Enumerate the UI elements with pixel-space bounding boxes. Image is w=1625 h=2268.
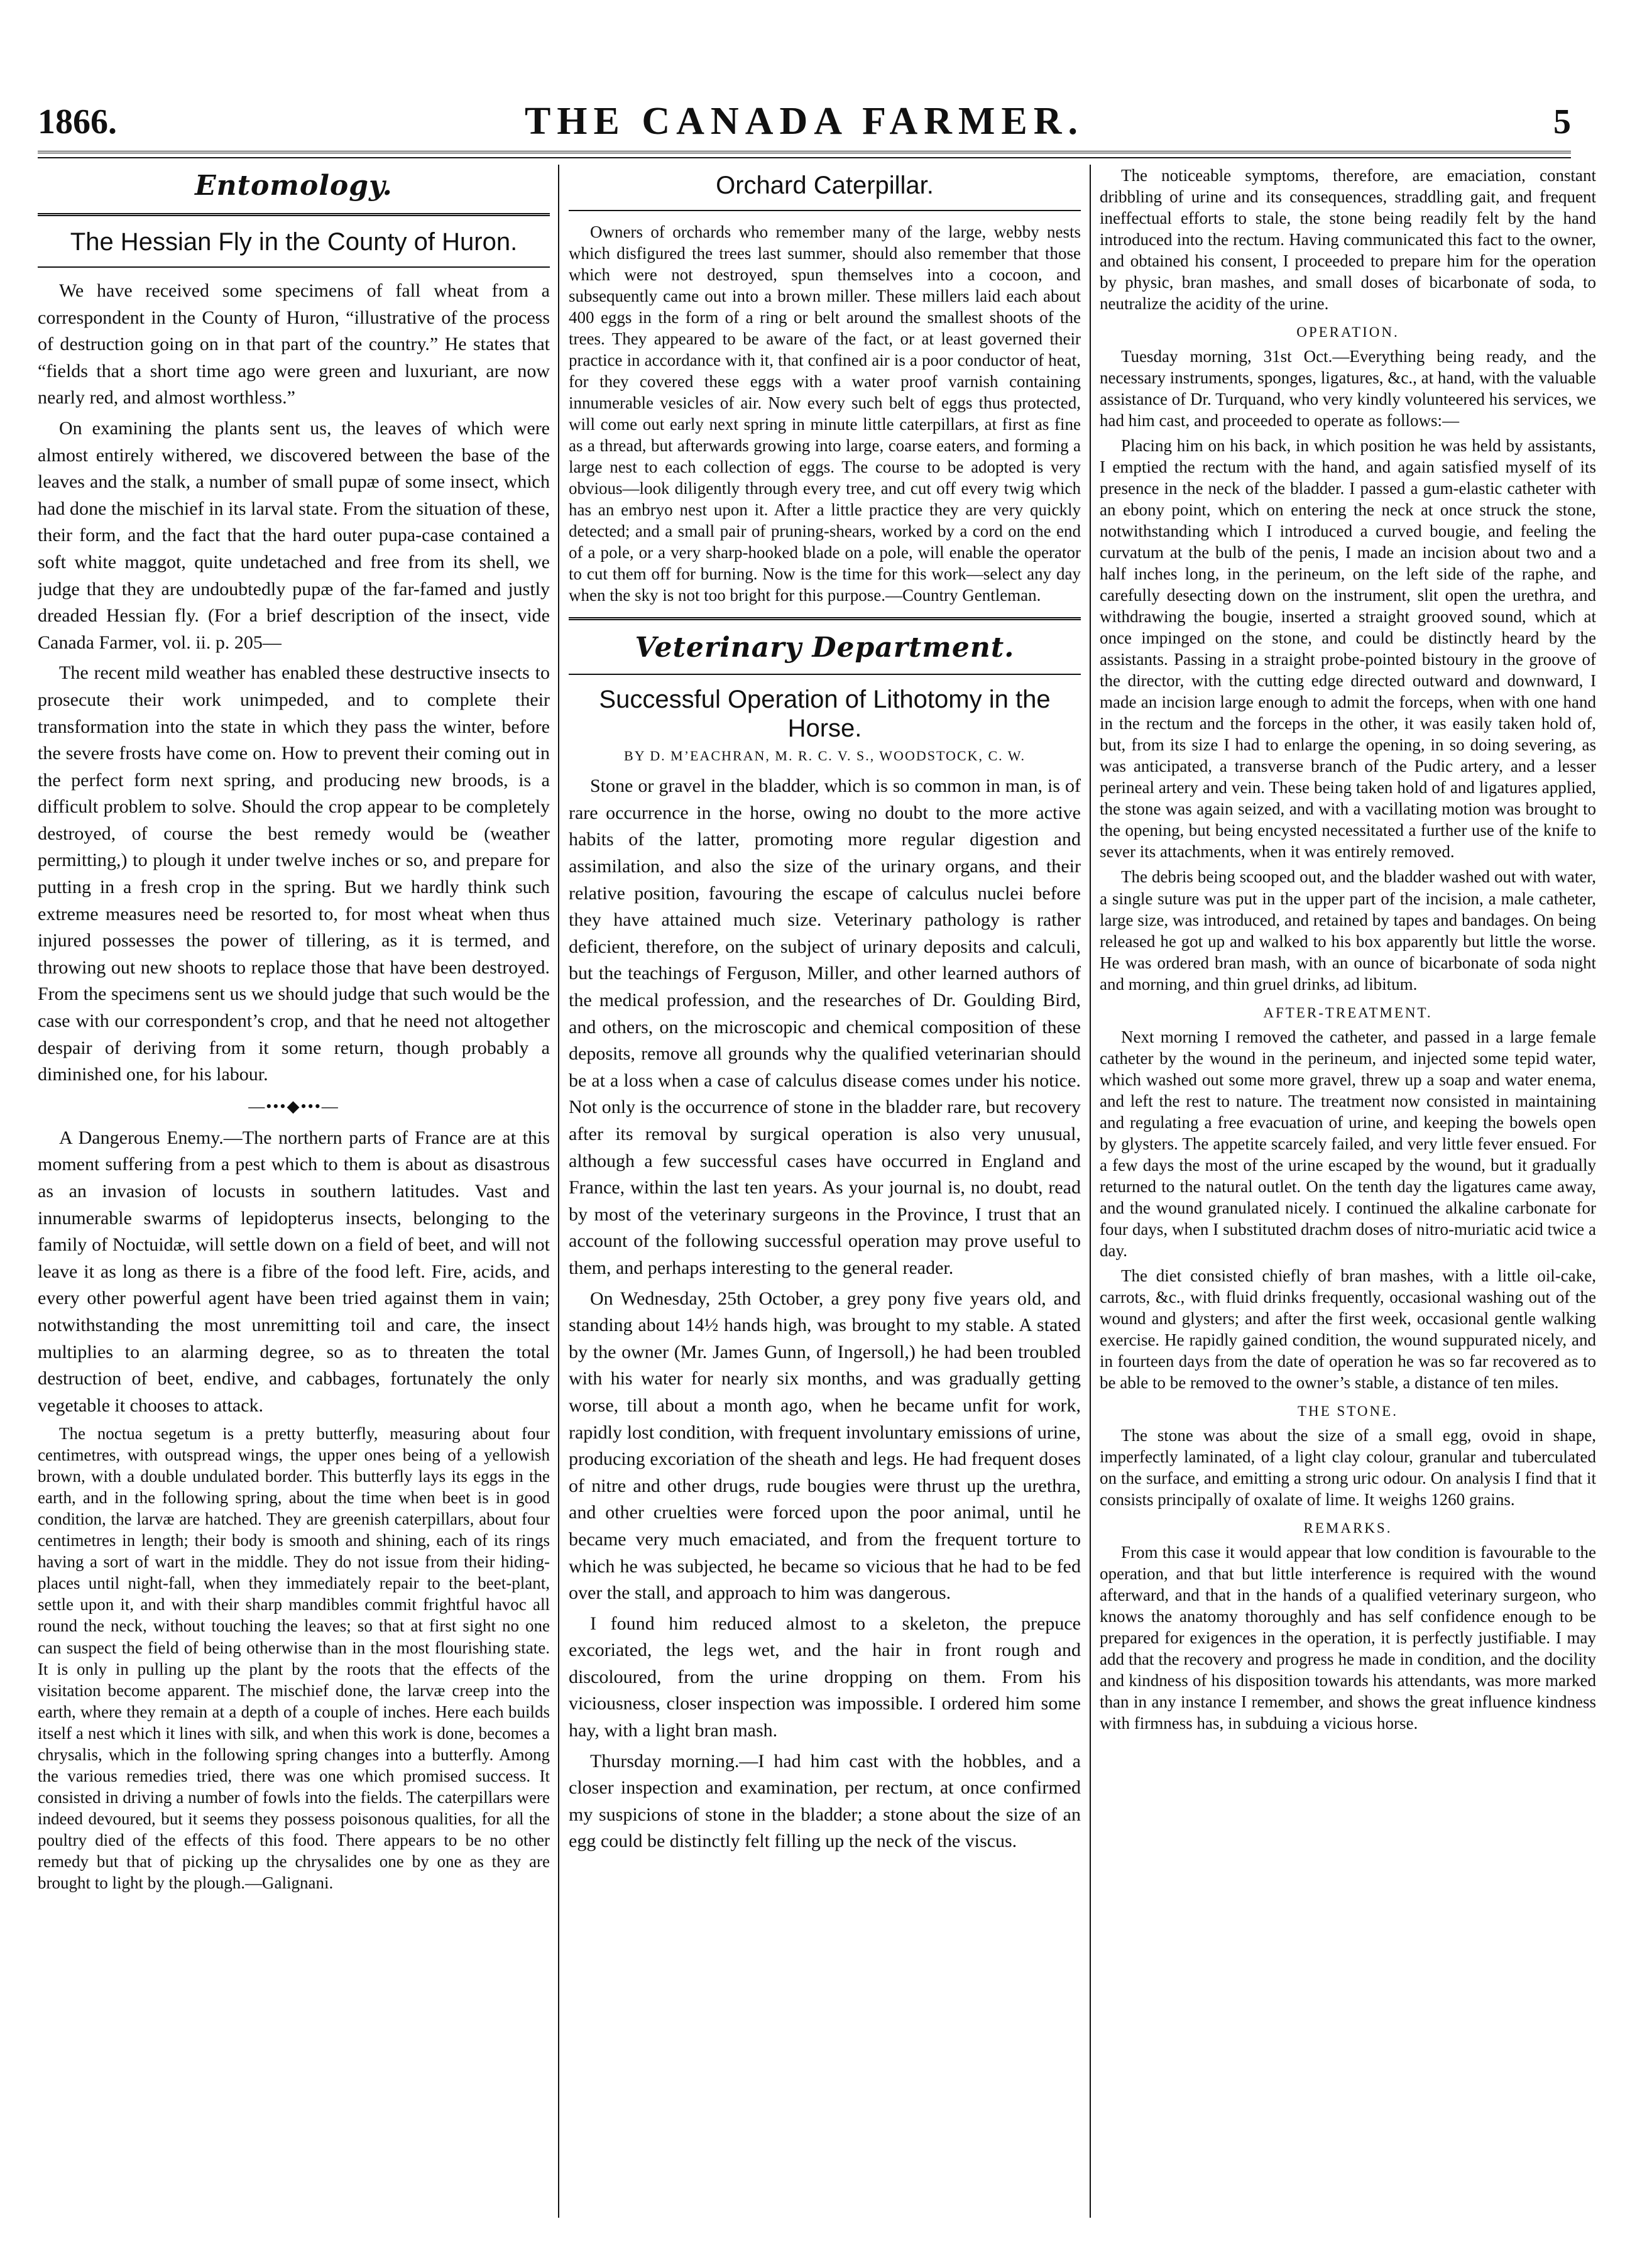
department-heading: Veterinary Department. — [635, 632, 1015, 664]
paragraph: Stone or gravel in the bladder, which is so common in man, is of rare occurrence in the horse, owing no doubt to the more active habits of the latter, promoting more regular digestion and assimilation, and also the size of the urinary organs, and their relative position, favouring the escape of calculus nuclei before they have attained much size. Veterinary pathology is rather deficient, therefore, on the subject of urinary deposits and calculi, but the teachings of Ferguson, Miller, and other learned authors of the medical profession, and the researches of Dr. Goulding Bird, and others, on the microscopic and chemical composition of these deposits, remove all grounds why the qualified veterinarian should be at a loss when a case of calculus disease comes under his notice. Not only is the occurrence of stone in the bladder rare, but recovery after its removal by surgical operation is also very unusual, although a few successful cases have occurred in England and France, within the last ten years. As your journal is, no doubt, read by most of the veterinary surgeons in the Province, I trust that an account of the following successful operation may prove useful to them, and perhaps interesting to the general reader. — [569, 775, 1081, 1278]
department-heading: Entomology. — [195, 170, 393, 202]
byline: BY D. M’EACHRAN, M. R. C. V. S., WOODSTOCK, C. W. — [624, 748, 1026, 764]
paragraph: Owners of orchards who remember many of the large, webby nests which disfigured the trees last summer, should also remember that those which were not destroyed, spun themselves into a cocoon, and subsequently came out into a brown miller. These millers laid each about 400 eggs in the form of a ring or belt around the smallest shoots of the trees. They appeared to be aware of the fact, or at least governed their practice in accordance with it, that confined air is a poor conductor of heat, for they covered these eggs with a water proof varnish containing innumerable vesicles of air. Now every such belt of eggs thus protected, will come out early next spring in minute little caterpillars, at first as fine as a thread, but afterwards growing into large, coarse eaters, and forming a large nest to each collection of eggs. The course to be adopted is very obvious—look diligently through every tree, and cut off every twig which has an embryo nest upon it. After a little practice they are very quickly detected; and a small pair of pruning-shears, worked by a cord on the end of a pole, or a very sharp-hooked blade on a pole, will enable the operator to cut them off for burning. Now is the time for this work—select any day when the sky is not too bright for this purpose.—Country Gentleman. — [569, 222, 1081, 605]
section-subheading: OPERATION. — [1296, 324, 1399, 341]
paragraph: On examining the plants sent us, the leaves of which were almost entirely withered, we discovered between the base of the leaves and the stalk, a number of small pupæ of some insect, which had done the mischief in its larval state. From the situation of these, their form, and the fact that the hard outer pupa-case contained a soft white maggot, quite undetached and free from its shell, we judge that they are undoubtedly pupæ of the far-famed and justly dreaded Hessian fly. (For a brief description of the insect, vide Canada Farmer, vol. ii. p. 205— — [38, 417, 550, 653]
paragraph: The recent mild weather has enabled these destructive insects to prosecute their work unimpeded, and to complete their transformation into the state in which they pass the winter, before the severe frosts have come on. How to prevent their coming out in the perfect form next spring, and producing new broods, is a difficult problem to solve. Should the crop appear to be completely destroyed, of course the best remedy would be (weather permitting,) to plough it under twelve inches or so, and prepare for putting in a fresh crop in the spring. But we hardly think such extreme measures need be resorted to, for most wheat when thus injured possesses the power of tillering, as it is termed, and throwing out new shoots to replace those that have been destroyed. From the specimens sent us we should judge that such would be the case with our correspondent’s crop, and that he need not altogether despair of deriving from it some return, though probably a diminished one, for his labour. — [38, 662, 550, 1085]
paragraph: Tuesday morning, 31st Oct.—Everything being ready, and the necessary instruments, sponges, ligatures, &c., at hand, with the valuable assistance of Dr. Turquand, who very kindly volunteered his services, we had him cast, and proceeded to operate as follows:— — [1100, 347, 1596, 430]
divider — [569, 210, 1081, 211]
masthead — [38, 94, 1571, 151]
column-divider — [558, 165, 559, 2218]
paragraph: I found him reduced almost to a skeleton, the prepuce excoriated, the legs wet, and the hair in front rough and discoloured, from the urine dropping on them. From his viciousness, closer inspection was impossible. I ordered him some hay, with a light bran mash. — [569, 1613, 1081, 1741]
paragraph: The noctua segetum is a pretty butterfly, measuring about four centimetres, with outspread wings, the upper ones being of a yellowish brown, with a double undulated border. This butterfly lays its eggs in the earth, and in the following spring, about the time when beet is in good condition, the larvæ are hatched. They are greenish caterpillars, about four centimetres in length; their body is smooth and shining, each of its rings having a sort of wart in the middle. They do not issue from their hiding-places until night-fall, when they immediately repair to the beet-plant, settle upon it, and with their sharp mandibles commit frightful havoc all round the neck, without touching the leaves; so that at first sight no one can suspect the field of being otherwise than in the most flourishing state. It is only in pulling up the plant by the roots that the effects of the visitation become apparent. The mischief done, the larvæ creep into the earth, where they remain at a depth of a couple of inches. Here each builds itself a nest which it lines with silk, and when this work is done, becomes a chrysalis, which in the following spring changes into a butterfly. Among the various remedies tried, there was one which promised success. It consisted in driving a number of fowls into the fields. The caterpillars were indeed devoured, but it seems they possess poisonous qualities, for all the poultry died of the effects of this food. There appears to be no other remedy but that of picking up the chrysalides one by one as they are brought to light by the plough.—Galignani. — [38, 1424, 550, 1892]
section-subheading: AFTER-TREATMENT. — [1263, 1004, 1433, 1021]
divider — [569, 674, 1081, 675]
section-subheading: THE STONE. — [1298, 1403, 1398, 1419]
column-3 — [1100, 165, 1596, 2218]
section-subheading: REMARKS. — [1303, 1520, 1392, 1536]
paragraph: Next morning I removed the catheter, and passed in a large female catheter by the wound in the perineum, and injected some tepid water, which washed out some more gravel, threw up a soap and water enema, and left the rest to nature. The treatment now consisted in maintaining and regulating a free evacuation of urine, and keeping the bowels open by glysters. The appetite scarcely failed, and very little fever ensued. For a few days the most of the urine escaped by the wound, but it gradually returned to the natural outlet. On the tenth day the ligatures came away, and the wound granulated nicely. I continued the alkaline carbonate for four days, when I substituted drachm doses of nitro-muriatic acid twice a day. — [1100, 1027, 1596, 1260]
article-title: Orchard Caterpillar. — [716, 172, 934, 199]
paragraph: The stone was about the size of a small egg, ovoid in shape, imperfectly laminated, of a light clay colour, granular and tuberculated on the surface, and emitting a strong uric odour. On analysis I find that it consists principally of oxalate of lime. It weighs 1260 grains. — [1100, 1425, 1596, 1509]
paragraph: From this case it would appear that low condition is favourable to the operation, and that but little interference is required with the wound afterward, and that in the hands of a qualified veterinary surgeon, who knows the anatomy thoroughly and has self confidence enough to be prepared for exigences in the operation, it is perfectly justifiable. I may add that the recovery and progress he made in condition, and the docility and kindness of his disposition towards his attendants, was more marked than in any instance I remember, and shows the great influence kindness with firmness has, in subduing a vicious horse. — [1100, 1542, 1596, 1733]
masthead-rule — [38, 151, 1571, 158]
issue-year: 1866. — [38, 102, 117, 141]
paragraph: The noticeable symptoms, therefore, are emaciation, constant dribbling of urine and its consequences, straddling gait, and frequent ineffectual efforts to stale, the stone being readily felt by the hand introduced into the rectum. Having communicated this fact to the owner, and obtained his consent, I proceeded to prepare him for the operation by physic, bran mashes, and small doses of bicarbonate of soda, to neutralize the acidity of the urine. — [1100, 166, 1596, 314]
divider — [569, 617, 1081, 620]
column-divider — [1090, 165, 1091, 2218]
column-1 — [38, 165, 550, 2218]
paragraph: Placing him on his back, in which position he was held by assistants, I emptied the rectum with the hand, and again satisfied myself of its presence in the neck of the bladder. I passed a gum-elastic catheter with an ebony point, which on entering the neck at once struck the stone, notwithstanding which I introduced a curved bougie, and feeling the curvatum at the bulb of the penis, I made an incision about two and a half inches long, in the perineum, on the left side of the raphe, and carefully desecting down on the instrument, slit open the urethra, and withdrawing the bougie, inserted a straight grooved sound, which at once impinged on the stone, and could be distinctly heard by the assistants. Passing in a straight probe-pointed bistoury in the groove of the director, with the cutting edge directed outward and downward, I made an incision large enough to admit the forceps, when with one hand in the rectum and the forceps in the other, it was easily taken hold of, but, from its size I had to enlarge the opening, in so doing severing, as was anticipated, a transverse branch of the Pudic artery, and a lesser perineal artery and vein. These being taken hold of and ligatures applied, the stone was again seized, and with a vacillating motion was brought to the opening, but being encysted necessitated a further use of the knife to sever its attachments, when it was entirely removed. — [1100, 436, 1596, 862]
paragraph: A Dangerous Enemy.—The northern parts of France are at this moment suffering from a pest which to them is about as disastrous as an invasion of locusts in southern latitudes. Vast and innumerable swarms of lepidopterus insects, belonging to the family of Noctuidæ, will settle down on a field of beet, and will not leave it as long as there is a fibre of the food left. Fire, acids, and every other powerful agent have been tried against them in vain; notwithstanding the most unremitting toil and care, the insect multiplies to an alarming degree, so as to threaten the total destruction of beet, endive, and cabbages, fortunately the only vegetable it chooses to attack. — [38, 1127, 550, 1416]
newspaper-title: THE CANADA FARMER. — [524, 100, 1085, 143]
paragraph: On Wednesday, 25th October, a grey pony five years old, and standing about 14½ hands high, was brought to my stable. A stated by the owner (Mr. James Gunn, of Ingersoll,) he had been troubled with his water for nearly six months, and was gradually getting worse, till about a month ago, when he became unfit for work, rapidly lost condition, with frequent involuntary emissions of urine, producing excoriation of the sheath and legs. He had frequent doses of nitre and other drugs, rude bougies were thrust up the urethra, and other cruelties were forced upon the poor animal, until he became very much emaciated, and from the frequent torture to which he was subjected, he became so vicious that he had to be fed over the stall, and approach to him was dangerous. — [569, 1288, 1081, 1604]
paragraph: The debris being scooped out, and the bladder washed out with water, a single suture was put in the upper part of the incision, a male catheter, large size, was introduced, and retained by tapes and bandages. On being released he got up and walked to his box apparently but little the worse. He was ordered bran mash, with an ounce of bicarbonate of soda night and morning, and thin gruel drinks, ad libitum. — [1100, 867, 1596, 994]
paragraph: Thursday morning.—I had him cast with the hobbles, and a closer inspection and examination, per rectum, at once confirmed my suspicions of stone in the bladder; a stone about the size of an egg could be distinctly felt filling up the neck of the viscus. — [569, 1750, 1081, 1852]
paragraph: The diet consisted chiefly of bran mashes, with a little oil-cake, carrots, &c., with fluid drinks frequently, occasional washing out of the wound and glysters; and after the first week, occasional gentle walking exercise. He rapidly gained condition, the wound suppurated nicely, and in fourteen days from the date of operation he was so far recovered as to be able to be removed to the owner’s stable, a distance of ten miles. — [1100, 1266, 1596, 1392]
divider — [38, 213, 550, 216]
article-title: The Hessian Fly in the County of Huron. — [70, 228, 518, 256]
ornament-divider: —•••◆•••— — [248, 1097, 339, 1115]
divider — [38, 266, 550, 268]
column-2 — [569, 165, 1081, 2218]
paragraph: We have received some specimens of fall wheat from a correspondent in the County of Huron, “illustrative of the process of destruction going on in that part of the country.” He states that “fields that a short time ago were green and luxuriant, are now nearly red, and almost worthless.” — [38, 280, 550, 408]
article-title: Successful Operation of Lithotomy in the Horse. — [599, 686, 1051, 743]
page-number: 5 — [1553, 102, 1571, 141]
